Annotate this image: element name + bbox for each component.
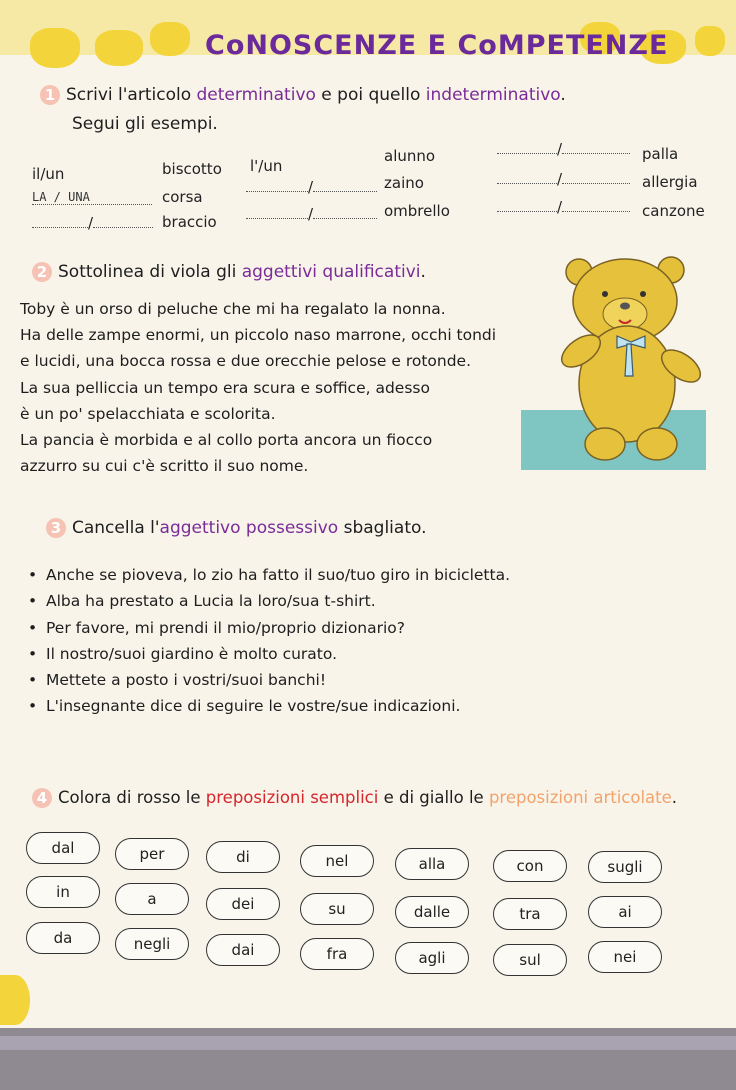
word-pill[interactable]: di bbox=[206, 841, 280, 873]
word-pill[interactable]: per bbox=[115, 838, 189, 870]
noun: alunno bbox=[384, 147, 436, 165]
list-item[interactable]: • L'insegnante dice di seguire le vostre/sue indicazioni. bbox=[38, 693, 510, 719]
word-pill[interactable]: tra bbox=[493, 898, 567, 930]
noun: braccio bbox=[162, 213, 217, 231]
story-line[interactable]: Ha delle zampe enormi, un piccolo naso marrone, occhi tondi bbox=[20, 326, 497, 345]
story-line[interactable]: La pancia è morbida e al collo porta ancora un fiocco bbox=[20, 431, 433, 450]
exercise-number: 3 bbox=[46, 518, 66, 538]
word-pill[interactable]: sugli bbox=[588, 851, 662, 883]
word-pill[interactable]: fra bbox=[300, 938, 374, 970]
noun: zaino bbox=[384, 174, 424, 192]
word-pill[interactable]: con bbox=[493, 850, 567, 882]
list-item[interactable]: • Alba ha prestato a Lucia la loro/sua t-shirt. bbox=[38, 588, 510, 614]
exercise-2-instruction: 2 Sottolinea di viola gli aggettivi qualificativi. bbox=[32, 262, 426, 282]
article-answer[interactable]: LA / UNA bbox=[32, 190, 152, 205]
noun: palla bbox=[642, 145, 679, 163]
list-item[interactable]: • Per favore, mi prendi il mio/proprio dizionario? bbox=[38, 615, 510, 641]
article-blank[interactable]: / bbox=[32, 214, 153, 232]
word-pill[interactable]: sul bbox=[493, 944, 567, 976]
exercise-number: 4 bbox=[32, 788, 52, 808]
article-blank[interactable]: / bbox=[497, 198, 630, 216]
noun: ombrello bbox=[384, 202, 450, 220]
exercise-number: 2 bbox=[32, 262, 52, 282]
list-item[interactable]: • Anche se pioveva, lo zio ha fatto il suo/tuo giro in bicicletta. bbox=[38, 562, 510, 588]
story-line[interactable]: Toby è un orso di peluche che mi ha regalato la nonna. bbox=[20, 300, 446, 318]
exercise-4-instruction: 4 Colora di rosso le preposizioni semplici e di giallo le preposizioni articolate. bbox=[32, 788, 677, 808]
exercise-3-list bbox=[38, 562, 510, 720]
decor-blob bbox=[0, 975, 30, 1025]
article-blank[interactable]: / bbox=[246, 205, 377, 223]
word-pill[interactable]: dei bbox=[206, 888, 280, 920]
word-pill[interactable]: nei bbox=[588, 941, 662, 973]
noun: biscotto bbox=[162, 160, 222, 178]
exercise-1-instruction: 1 Scrivi l'articolo determinativo e poi quello indeterminativo. bbox=[40, 85, 566, 105]
noun: allergia bbox=[642, 173, 698, 191]
word-pill[interactable]: agli bbox=[395, 942, 469, 974]
list-item[interactable]: • Mettete a posto i vostri/suoi banchi! bbox=[38, 667, 510, 693]
word-pill[interactable]: da bbox=[26, 922, 100, 954]
word-pill[interactable]: nel bbox=[300, 845, 374, 877]
word-pill[interactable]: ai bbox=[588, 896, 662, 928]
word-pill[interactable]: dal bbox=[26, 832, 100, 864]
exercise-1-subinstruction: Segui gli esempi. bbox=[72, 114, 218, 134]
article-example: il/un bbox=[32, 165, 65, 183]
exercise-3-instruction: 3 Cancella l'aggettivo possessivo sbagliato. bbox=[46, 518, 427, 538]
word-pill[interactable]: su bbox=[300, 893, 374, 925]
background-stripe bbox=[0, 1036, 736, 1050]
word-pill[interactable]: negli bbox=[115, 928, 189, 960]
list-item[interactable]: • Il nostro/suoi giardino è molto curato. bbox=[38, 641, 510, 667]
page-title: CoNOSCENZE E CoMPETENZE bbox=[205, 30, 669, 61]
story-line[interactable]: è un po' spelacchiata e scolorita. bbox=[20, 404, 276, 423]
decor-blob bbox=[150, 22, 190, 56]
word-pill[interactable]: a bbox=[115, 883, 189, 915]
noun: corsa bbox=[162, 188, 203, 206]
teddy-bear-illustration bbox=[521, 256, 706, 470]
story-line[interactable]: e lucidi, una bocca rossa e due orecchie pelose e rotonde. bbox=[20, 352, 472, 371]
article-blank[interactable]: / bbox=[246, 178, 377, 196]
article-example: l'/un bbox=[250, 157, 283, 175]
word-pill[interactable]: alla bbox=[395, 848, 469, 880]
decor-blob bbox=[95, 30, 143, 66]
word-pill[interactable]: dalle bbox=[395, 896, 469, 928]
word-pill[interactable]: dai bbox=[206, 934, 280, 966]
article-blank[interactable]: / bbox=[497, 140, 630, 158]
word-pill[interactable]: in bbox=[26, 876, 100, 908]
noun: canzone bbox=[642, 202, 705, 220]
article-blank[interactable]: / bbox=[497, 170, 630, 188]
decor-blob bbox=[695, 26, 725, 56]
story-line[interactable]: La sua pelliccia un tempo era scura e soffice, adesso bbox=[20, 378, 430, 397]
story-line[interactable]: azzurro su cui c'è scritto il suo nome. bbox=[20, 457, 309, 476]
exercise-number: 1 bbox=[40, 85, 60, 105]
teddy-bear-icon bbox=[521, 256, 706, 470]
decor-blob bbox=[30, 28, 80, 68]
story-text[interactable] bbox=[20, 296, 510, 479]
